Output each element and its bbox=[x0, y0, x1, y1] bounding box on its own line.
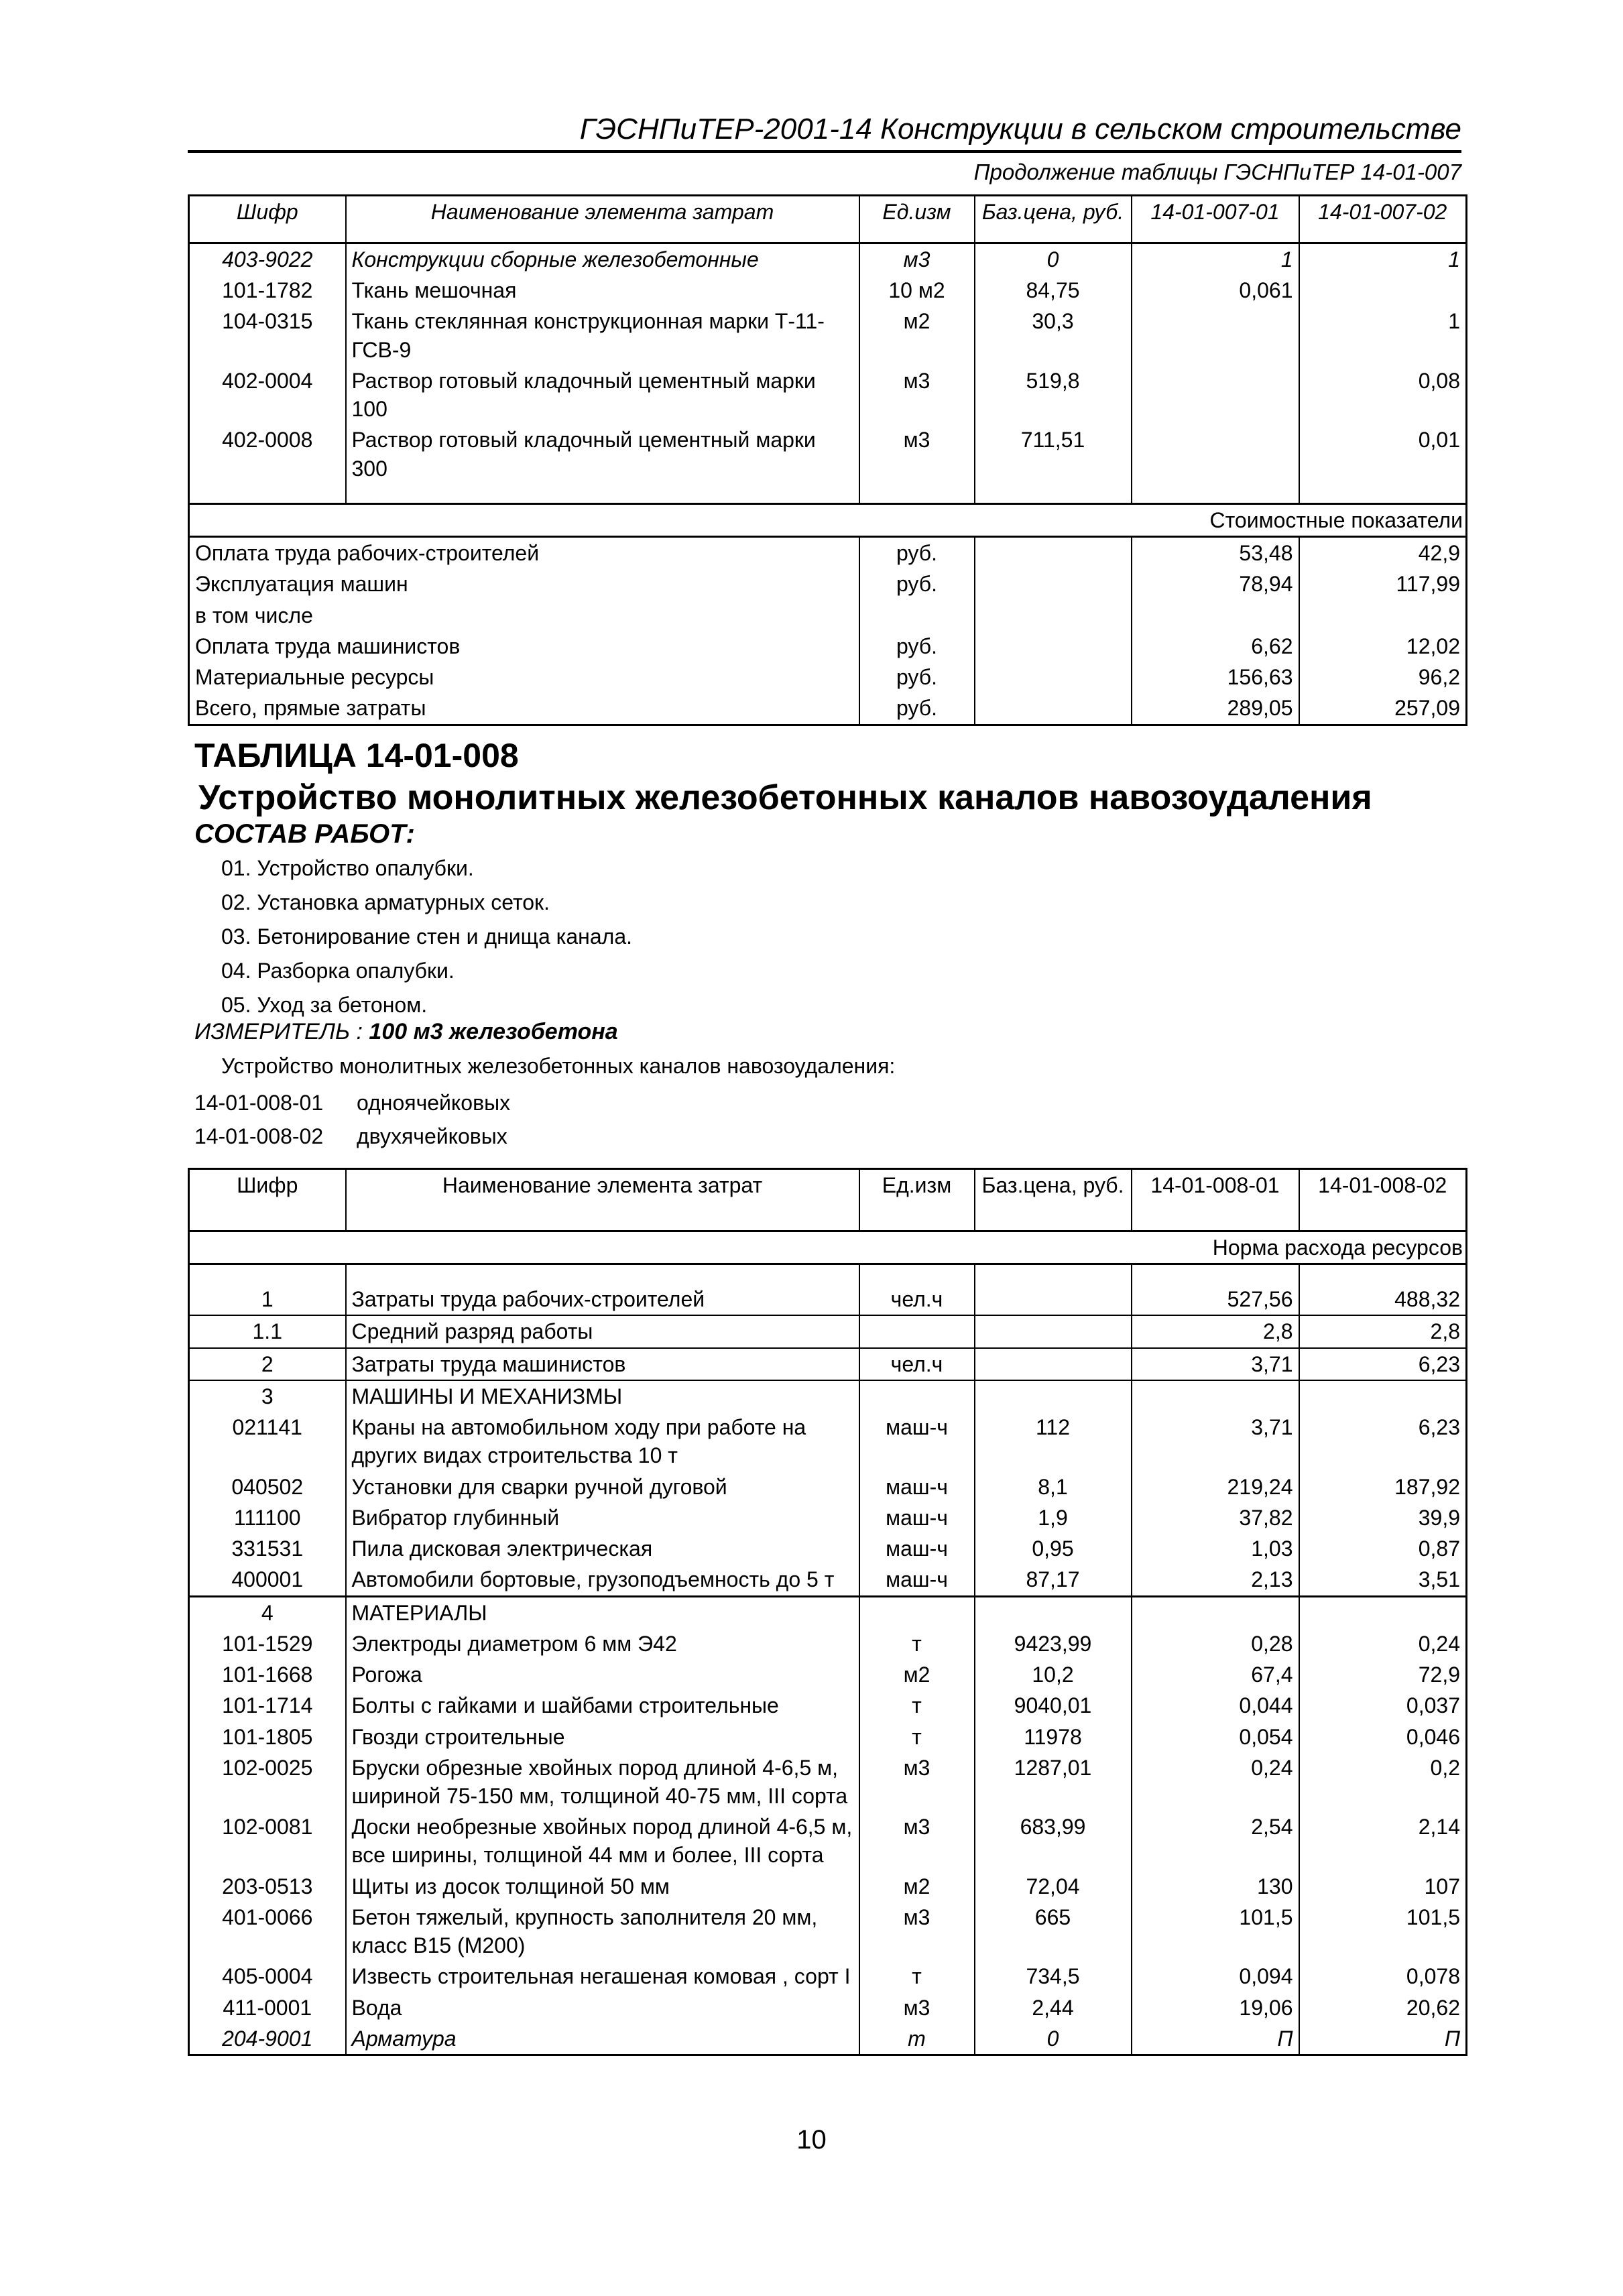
table-cell: 3,71 bbox=[1132, 1412, 1299, 1471]
table-cell: 219,24 bbox=[1132, 1471, 1299, 1502]
table-row bbox=[189, 1564, 1467, 1596]
table-cell bbox=[1132, 424, 1299, 483]
table-cell: 0,28 bbox=[1132, 1628, 1299, 1659]
table-cell: Норма расхода ресурсов bbox=[189, 1231, 1467, 1264]
table-cell: 711,51 bbox=[975, 424, 1132, 483]
table-cell: 400001 bbox=[189, 1564, 346, 1596]
work-item: 01. Устройство опалубки. bbox=[221, 856, 474, 880]
table-cell: 6,23 bbox=[1299, 1348, 1467, 1380]
table-cell: 84,75 bbox=[975, 275, 1132, 306]
table-cell: 734,5 bbox=[975, 1961, 1132, 1992]
table-cell: Щиты из досок толщиной 50 мм bbox=[346, 1871, 859, 1902]
table-cell: 0,24 bbox=[1299, 1628, 1467, 1659]
cost-row bbox=[189, 662, 1467, 692]
table-cell: 2,54 bbox=[1132, 1811, 1299, 1870]
table-cell: 1287,01 bbox=[975, 1752, 1132, 1811]
table-cell: 204-9001 bbox=[189, 2023, 346, 2055]
column-header: Ед.изм bbox=[859, 1169, 975, 1231]
table-cell: 0,08 bbox=[1299, 365, 1467, 424]
cost-row bbox=[189, 692, 1467, 725]
table-cell: маш-ч bbox=[859, 1502, 975, 1533]
table-cell: т bbox=[859, 1690, 975, 1721]
table-cell bbox=[859, 484, 975, 504]
table-cell bbox=[859, 1596, 975, 1628]
cost-row bbox=[189, 600, 1467, 631]
table-cell: 39,9 bbox=[1299, 1502, 1467, 1533]
table-cell: Затраты труда машинистов bbox=[346, 1348, 859, 1380]
column-header: Ед.изм bbox=[859, 196, 975, 243]
table-cell bbox=[975, 1284, 1132, 1315]
table-cell: Ткань стеклянная конструкционная марки Т-11-ГСВ-9 bbox=[346, 306, 859, 365]
work-item: 02. Установка арматурных сеток. bbox=[221, 890, 550, 914]
table-cell: 67,4 bbox=[1132, 1659, 1299, 1690]
table-cell: 101,5 bbox=[1132, 1902, 1299, 1961]
table-row bbox=[189, 2023, 1467, 2055]
table-cell bbox=[975, 662, 1132, 692]
variant-code: 14-01-008-01 bbox=[194, 1091, 324, 1115]
table-cell: чел.ч bbox=[859, 1348, 975, 1380]
table-cell bbox=[1299, 600, 1467, 631]
variants-list bbox=[194, 1086, 510, 1153]
table-row bbox=[189, 1502, 1467, 1533]
table-cell: 0,037 bbox=[1299, 1690, 1467, 1721]
table-cell: Конструкции сборные железобетонные bbox=[346, 243, 859, 276]
table-cell bbox=[859, 1315, 975, 1347]
table-cell: 401-0066 bbox=[189, 1902, 346, 1961]
table-cell: 203-0513 bbox=[189, 1871, 346, 1902]
table-cell: 1 bbox=[189, 1284, 346, 1315]
table-cell: 37,82 bbox=[1132, 1502, 1299, 1533]
table-row bbox=[189, 424, 1467, 483]
variants-intro: Устройство монолитных железобетонных каналов навозоудаления: bbox=[221, 1054, 896, 1078]
table-cell: Арматура bbox=[346, 2023, 859, 2055]
table-cell: маш-ч bbox=[859, 1533, 975, 1564]
variant-item bbox=[194, 1086, 510, 1120]
table-row bbox=[189, 1902, 1467, 1961]
table-cell: руб. bbox=[859, 568, 975, 599]
table-cell: Всего, прямые затраты bbox=[189, 692, 859, 725]
table-cell: м3 bbox=[859, 1992, 975, 2023]
table-cell: 527,56 bbox=[1132, 1284, 1299, 1315]
table-row bbox=[189, 1871, 1467, 1902]
meter-label: ИЗМЕРИТЕЛЬ : bbox=[194, 1019, 363, 1044]
table-cell: м3 bbox=[859, 1811, 975, 1870]
table-cell: 1,03 bbox=[1132, 1533, 1299, 1564]
table-row bbox=[189, 1596, 1467, 1628]
table-cell bbox=[1299, 484, 1467, 504]
table-cell: Материальные ресурсы bbox=[189, 662, 859, 692]
table-row bbox=[189, 275, 1467, 306]
column-header: Наименование элемента затрат bbox=[346, 1169, 859, 1231]
table-cell bbox=[1132, 1596, 1299, 1628]
table-cell: 0,094 bbox=[1132, 1961, 1299, 1992]
table-cell bbox=[1132, 365, 1299, 424]
resource-table-14-01-008 bbox=[188, 1168, 1467, 2056]
table-cell bbox=[975, 537, 1132, 569]
table-cell: 021141 bbox=[189, 1412, 346, 1471]
table-cell: 3,71 bbox=[1132, 1348, 1299, 1380]
table-cell: 102-0081 bbox=[189, 1811, 346, 1870]
table-cell: 402-0008 bbox=[189, 424, 346, 483]
variant-text: одноячейковых bbox=[357, 1091, 511, 1115]
table-header-row bbox=[189, 196, 1467, 243]
table-cell: 19,06 bbox=[1132, 1992, 1299, 2023]
table-cell: Ткань мешочная bbox=[346, 275, 859, 306]
table-row bbox=[189, 1752, 1467, 1811]
column-header: 14-01-008-02 bbox=[1299, 1169, 1467, 1231]
table-cell: 289,05 bbox=[1132, 692, 1299, 725]
table-cell bbox=[975, 1380, 1132, 1412]
table-cell bbox=[346, 484, 859, 504]
table-cell: чел.ч bbox=[859, 1284, 975, 1315]
table-cell: маш-ч bbox=[859, 1564, 975, 1596]
table-row bbox=[189, 1412, 1467, 1471]
table-cell bbox=[975, 484, 1132, 504]
work-item: 05. Уход за бетоном. bbox=[221, 993, 428, 1017]
table-row bbox=[189, 1471, 1467, 1502]
composition-heading: СОСТАВ РАБОТ: bbox=[194, 819, 415, 849]
table-cell: 104-0315 bbox=[189, 306, 346, 365]
table-cell: 4 bbox=[189, 1596, 346, 1628]
table-cell: т bbox=[859, 1721, 975, 1752]
table-cell: 2,14 bbox=[1299, 1811, 1467, 1870]
table-cell: руб. bbox=[859, 692, 975, 725]
table-cell: в том числе bbox=[189, 600, 859, 631]
column-header: 14-01-008-01 bbox=[1132, 1169, 1299, 1231]
table-row bbox=[189, 1533, 1467, 1564]
table-cell bbox=[975, 631, 1132, 662]
table-cell: 2 bbox=[189, 1348, 346, 1380]
table-cell: 0,87 bbox=[1299, 1533, 1467, 1564]
table-cell: 8,1 bbox=[975, 1471, 1132, 1502]
table-cell: 101-1805 bbox=[189, 1721, 346, 1752]
table-row bbox=[189, 1284, 1467, 1315]
table-cell: 101-1529 bbox=[189, 1628, 346, 1659]
page-number: 10 bbox=[796, 2125, 827, 2155]
table-cell: 402-0004 bbox=[189, 365, 346, 424]
table-cell: маш-ч bbox=[859, 1412, 975, 1471]
table-cell: Оплата труда машинистов bbox=[189, 631, 859, 662]
table-cell: Краны на автомобильном ходу при работе на других видах строительства 10 т bbox=[346, 1412, 859, 1471]
variant-item bbox=[194, 1120, 510, 1153]
work-item: 04. Разборка опалубки. bbox=[221, 959, 455, 983]
table-cell bbox=[975, 1315, 1132, 1347]
table-cell: м3 bbox=[859, 365, 975, 424]
table-cell bbox=[1132, 484, 1299, 504]
table-cell: 10,2 bbox=[975, 1659, 1132, 1690]
table-cell: 10 м2 bbox=[859, 275, 975, 306]
column-header: Шифр bbox=[189, 196, 346, 243]
table-cell: м3 bbox=[859, 424, 975, 483]
column-header: Наименование элемента затрат bbox=[346, 196, 859, 243]
table-cell: 96,2 bbox=[1299, 662, 1467, 692]
work-item: 03. Бетонирование стен и днища канала. bbox=[221, 924, 632, 949]
table-cell: 0,01 bbox=[1299, 424, 1467, 483]
table-cell: м2 bbox=[859, 1871, 975, 1902]
table-cell: 20,62 bbox=[1299, 1992, 1467, 2023]
table-title: ТАБЛИЦА 14-01-008 bbox=[194, 737, 519, 774]
column-header: Шифр bbox=[189, 1169, 346, 1231]
table-cell: 1,9 bbox=[975, 1502, 1132, 1533]
column-header: Баз.цена, руб. bbox=[975, 1169, 1132, 1231]
table-row bbox=[189, 243, 1467, 276]
table-cell bbox=[189, 484, 346, 504]
variant-code: 14-01-008-02 bbox=[194, 1124, 324, 1148]
table-cell: т bbox=[859, 1961, 975, 1992]
table-cell: 0,078 bbox=[1299, 1961, 1467, 1992]
table-cell: 0,2 bbox=[1299, 1752, 1467, 1811]
table-cell: 102-0025 bbox=[189, 1752, 346, 1811]
table-cell: 53,48 bbox=[1132, 537, 1299, 569]
table-cell: 411-0001 bbox=[189, 1992, 346, 2023]
table-cell bbox=[1299, 1380, 1467, 1412]
running-title: ГЭСНПиТЕР-2001-14 Конструкции в сельском строительстве bbox=[188, 113, 1461, 153]
table-cell: 1 bbox=[1299, 306, 1467, 365]
table-cell: 0,24 bbox=[1132, 1752, 1299, 1811]
meter-value: 100 м3 железобетона bbox=[369, 1019, 618, 1044]
table-cell: т bbox=[859, 1628, 975, 1659]
table-cell: 72,04 bbox=[975, 1871, 1132, 1902]
variant-text: двухячейковых bbox=[357, 1124, 507, 1148]
table-cell: 040502 bbox=[189, 1471, 346, 1502]
table-cell: руб. bbox=[859, 537, 975, 569]
table-row bbox=[189, 1811, 1467, 1870]
table-cell: 403-9022 bbox=[189, 243, 346, 276]
table-cell: 72,9 bbox=[1299, 1659, 1467, 1690]
table-cell: 11978 bbox=[975, 1721, 1132, 1752]
table-continuation-note: Продолжение таблицы ГЭСНПиТЕР 14-01-007 bbox=[973, 160, 1461, 184]
table-cell: 111100 bbox=[189, 1502, 346, 1533]
table-cell: Болты с гайками и шайбами строительные bbox=[346, 1690, 859, 1721]
resource-table-14-01-007 bbox=[188, 194, 1467, 726]
table-cell: 101-1668 bbox=[189, 1659, 346, 1690]
cost-row bbox=[189, 568, 1467, 599]
table-cell: Раствор готовый кладочный цементный марки 100 bbox=[346, 365, 859, 424]
table-cell: 9040,01 bbox=[975, 1690, 1132, 1721]
table-cell: 101-1782 bbox=[189, 275, 346, 306]
table-cell: 1 bbox=[1299, 243, 1467, 276]
table-cell bbox=[1132, 1380, 1299, 1412]
table-cell: маш-ч bbox=[859, 1471, 975, 1502]
table-cell: 0,054 bbox=[1132, 1721, 1299, 1752]
cost-row bbox=[189, 537, 1467, 569]
work-list bbox=[221, 851, 632, 1022]
table-row bbox=[189, 1348, 1467, 1380]
table-subtitle: Устройство монолитных железобетонных каналов навозоудаления bbox=[198, 778, 1372, 817]
column-header: 14-01-007-01 bbox=[1132, 196, 1299, 243]
table-row bbox=[189, 1659, 1467, 1690]
column-header: 14-01-007-02 bbox=[1299, 196, 1467, 243]
table-cell: Оплата труда рабочих-строителей bbox=[189, 537, 859, 569]
table-cell bbox=[859, 1264, 975, 1284]
table-cell: 78,94 bbox=[1132, 568, 1299, 599]
table-cell: П bbox=[1132, 2023, 1299, 2055]
table-cell: Доски необрезные хвойных пород длиной 4-6,5 м, все ширины, толщиной 44 мм и более, III сорта bbox=[346, 1811, 859, 1870]
table-cell: 0,044 bbox=[1132, 1690, 1299, 1721]
table-spacer bbox=[189, 484, 1467, 504]
section-band bbox=[189, 503, 1467, 536]
table-cell: 2,13 bbox=[1132, 1564, 1299, 1596]
table-cell bbox=[859, 1380, 975, 1412]
table-row bbox=[189, 306, 1467, 365]
table-cell bbox=[346, 1264, 859, 1284]
table-cell: 2,44 bbox=[975, 1992, 1132, 2023]
table-cell: м3 bbox=[859, 1752, 975, 1811]
table-cell: 519,8 bbox=[975, 365, 1132, 424]
table-cell: м3 bbox=[859, 1902, 975, 1961]
table-cell: 683,99 bbox=[975, 1811, 1132, 1870]
table-cell bbox=[189, 1264, 346, 1284]
table-cell: Стоимостные показатели bbox=[189, 503, 1467, 536]
table-cell: 156,63 bbox=[1132, 662, 1299, 692]
table-cell: 3,51 bbox=[1299, 1564, 1467, 1596]
table-cell: м2 bbox=[859, 1659, 975, 1690]
table-cell: м2 bbox=[859, 306, 975, 365]
table-cell: 6,62 bbox=[1132, 631, 1299, 662]
table-cell: 1.1 bbox=[189, 1315, 346, 1347]
table-cell: 0,061 bbox=[1132, 275, 1299, 306]
table-cell: 488,32 bbox=[1299, 1284, 1467, 1315]
table-cell: Вода bbox=[346, 1992, 859, 2023]
table-cell: 107 bbox=[1299, 1871, 1467, 1902]
table-cell: 2,8 bbox=[1132, 1315, 1299, 1347]
table-cell: Средний разряд работы bbox=[346, 1315, 859, 1347]
table-cell bbox=[975, 1596, 1132, 1628]
table-cell bbox=[859, 600, 975, 631]
table-cell: т bbox=[859, 2023, 975, 2055]
table-cell bbox=[1299, 1264, 1467, 1284]
section-band bbox=[189, 1231, 1467, 1264]
table-cell: руб. bbox=[859, 662, 975, 692]
table-cell: Пила дисковая электрическая bbox=[346, 1533, 859, 1564]
table-cell bbox=[1132, 600, 1299, 631]
table-cell: Эксплуатация машин bbox=[189, 568, 859, 599]
table-row bbox=[189, 1961, 1467, 1992]
table-cell: 257,09 bbox=[1299, 692, 1467, 725]
table-cell: Гвозди строительные bbox=[346, 1721, 859, 1752]
table-cell: Бруски обрезные хвойных пород длиной 4-6,5 м, шириной 75-150 мм, толщиной 40-75 мм, III сорта bbox=[346, 1752, 859, 1811]
table-row bbox=[189, 1721, 1467, 1752]
table-cell: 101-1714 bbox=[189, 1690, 346, 1721]
table-cell: МАШИНЫ И МЕХАНИЗМЫ bbox=[346, 1380, 859, 1412]
table-cell bbox=[975, 1348, 1132, 1380]
table-cell: 42,9 bbox=[1299, 537, 1467, 569]
table-cell: Затраты труда рабочих-строителей bbox=[346, 1284, 859, 1315]
table-row bbox=[189, 365, 1467, 424]
table-cell: 6,23 bbox=[1299, 1412, 1467, 1471]
table-cell: 0,95 bbox=[975, 1533, 1132, 1564]
table-cell: Раствор готовый кладочный цементный марки 300 bbox=[346, 424, 859, 483]
table-cell: 187,92 bbox=[1299, 1471, 1467, 1502]
table-cell: 0 bbox=[975, 243, 1132, 276]
table-cell bbox=[975, 692, 1132, 725]
table-header-row bbox=[189, 1169, 1467, 1231]
table-cell: 101,5 bbox=[1299, 1902, 1467, 1961]
table-cell: 0,046 bbox=[1299, 1721, 1467, 1752]
table-spacer bbox=[189, 1264, 1467, 1284]
table-cell: 9423,99 bbox=[975, 1628, 1132, 1659]
table-cell: П bbox=[1299, 2023, 1467, 2055]
table-cell: 405-0004 bbox=[189, 1961, 346, 1992]
table-row bbox=[189, 1380, 1467, 1412]
table-cell: Электроды диаметром 6 мм Э42 bbox=[346, 1628, 859, 1659]
table-cell: Рогожа bbox=[346, 1659, 859, 1690]
table-cell: 0 bbox=[975, 2023, 1132, 2055]
table-cell: руб. bbox=[859, 631, 975, 662]
table-cell: Известь строительная негашеная комовая , сорт I bbox=[346, 1961, 859, 1992]
table-cell: 130 bbox=[1132, 1871, 1299, 1902]
table-cell: Установки для сварки ручной дуговой bbox=[346, 1471, 859, 1502]
cost-row bbox=[189, 631, 1467, 662]
table-row bbox=[189, 1315, 1467, 1347]
meter-line bbox=[194, 1019, 618, 1045]
table-cell bbox=[1299, 275, 1467, 306]
table-cell: 12,02 bbox=[1299, 631, 1467, 662]
table-cell: м3 bbox=[859, 243, 975, 276]
table-cell bbox=[975, 1264, 1132, 1284]
table-cell: 112 bbox=[975, 1412, 1132, 1471]
column-header: Баз.цена, руб. bbox=[975, 196, 1132, 243]
table-cell: Автомобили бортовые, грузоподъемность до 5 т bbox=[346, 1564, 859, 1596]
table-cell: МАТЕРИАЛЫ bbox=[346, 1596, 859, 1628]
table-cell bbox=[1132, 1264, 1299, 1284]
table-cell bbox=[975, 568, 1132, 599]
table-cell: Бетон тяжелый, крупность заполнителя 20 мм, класс В15 (М200) bbox=[346, 1902, 859, 1961]
table-row bbox=[189, 1628, 1467, 1659]
table-cell: 3 bbox=[189, 1380, 346, 1412]
table-cell: 331531 bbox=[189, 1533, 346, 1564]
table-cell bbox=[1132, 306, 1299, 365]
table-cell bbox=[975, 600, 1132, 631]
table-cell: 2,8 bbox=[1299, 1315, 1467, 1347]
table-cell: 30,3 bbox=[975, 306, 1132, 365]
table-cell: Вибратор глубинный bbox=[346, 1502, 859, 1533]
table-row bbox=[189, 1992, 1467, 2023]
table-cell: 1 bbox=[1132, 243, 1299, 276]
table-cell: 117,99 bbox=[1299, 568, 1467, 599]
table-cell: 87,17 bbox=[975, 1564, 1132, 1596]
table-cell bbox=[1299, 1596, 1467, 1628]
table-cell: 665 bbox=[975, 1902, 1132, 1961]
table-row bbox=[189, 1690, 1467, 1721]
